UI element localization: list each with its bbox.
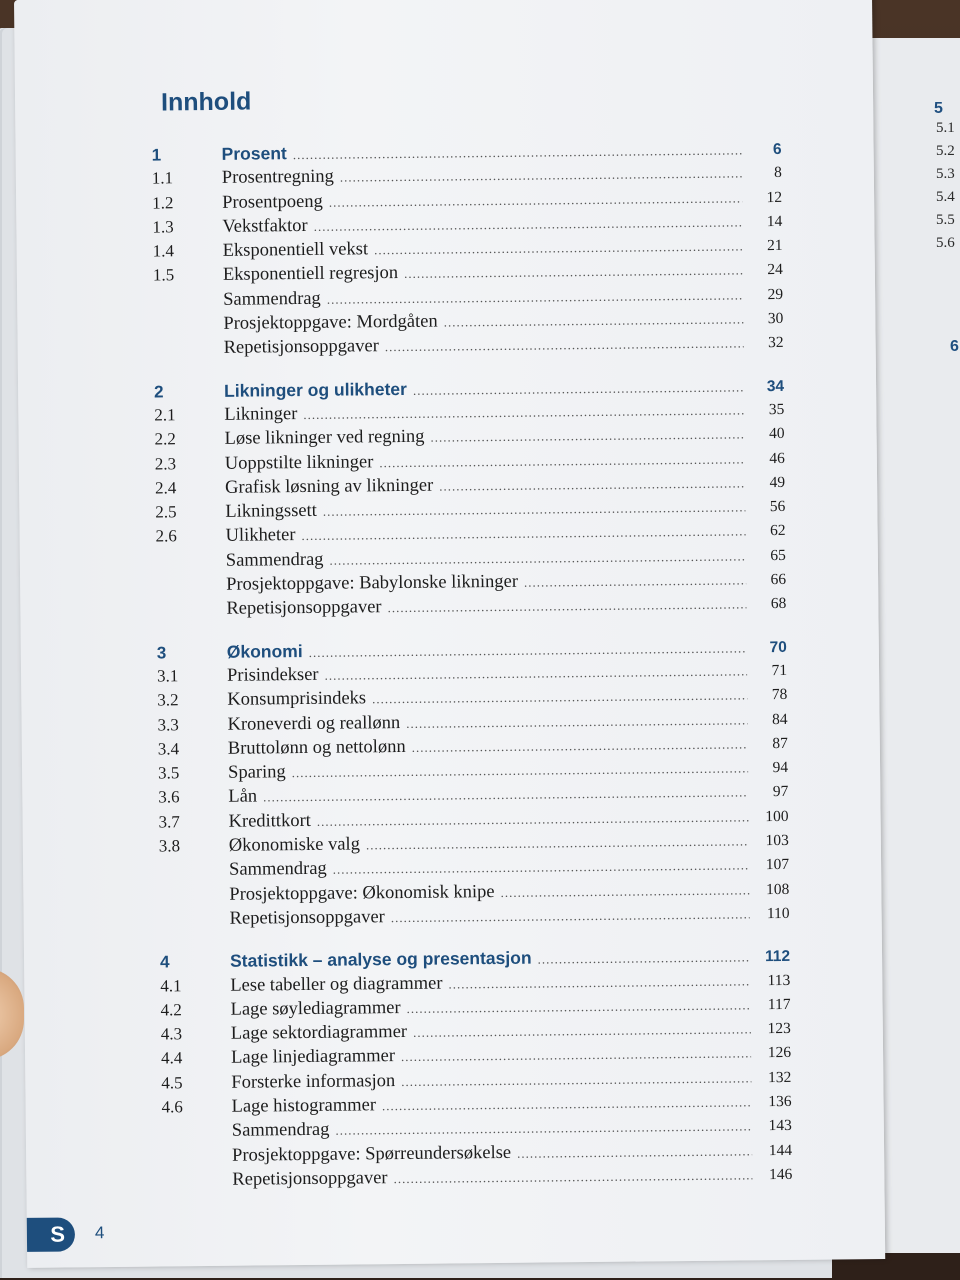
section-number: 3.7 — [158, 812, 180, 832]
section-row — [160, 903, 790, 934]
chapter-number: 2 — [154, 382, 164, 402]
leader-dots — [500, 882, 749, 901]
chapter-page: 34 — [766, 377, 785, 395]
chapter-title: Økonomi — [226, 640, 303, 662]
section-number: 2.3 — [154, 453, 177, 474]
table-of-contents — [152, 138, 793, 1213]
leader-dots — [517, 1143, 752, 1161]
section-number: 1.2 — [152, 192, 174, 213]
section-page: 126 — [767, 1044, 792, 1062]
right-page-section-number: 5.5 — [936, 212, 955, 228]
leader-dots — [413, 379, 744, 398]
leader-dots — [309, 640, 747, 661]
section-page: 103 — [765, 831, 789, 850]
leader-dots — [382, 1094, 752, 1114]
section-page: 8 — [774, 164, 782, 182]
page-title: Innhold — [160, 87, 252, 117]
section-title: Repetisjonsoppgaver — [226, 597, 382, 620]
section-number — [160, 924, 230, 925]
chapter-page: 6 — [772, 140, 782, 159]
section-page: 12 — [766, 188, 783, 206]
leader-dots — [444, 311, 744, 330]
leader-dots — [263, 785, 748, 806]
leader-dots — [329, 548, 746, 568]
section-page: 117 — [767, 995, 791, 1013]
section-row — [154, 332, 784, 363]
leader-dots — [401, 1070, 751, 1090]
section-title: Prosjektoppgave: Økonomisk knipe — [229, 881, 495, 905]
leader-dots — [524, 572, 746, 590]
section-number: 4.3 — [160, 1024, 183, 1044]
leader-dots — [379, 451, 745, 471]
section-number: 3.3 — [157, 714, 179, 735]
leader-dots — [372, 688, 747, 708]
leader-dots — [448, 973, 750, 992]
leader-dots — [327, 287, 744, 307]
section-page: 100 — [765, 807, 789, 825]
section-title: Eksponentiell regresjon — [222, 263, 399, 286]
section-number: 4.2 — [160, 1000, 182, 1020]
section-number: 4.5 — [161, 1072, 183, 1093]
section-number: 3.8 — [158, 836, 181, 856]
chapter-block — [154, 375, 787, 625]
right-page-section-number: 5.1 — [936, 120, 955, 136]
section-title: Sammendrag — [225, 549, 324, 571]
leader-dots — [391, 906, 750, 926]
chapter-number: 4 — [159, 952, 170, 972]
leader-dots — [387, 597, 746, 617]
section-number: 3.5 — [158, 763, 180, 783]
section-number — [156, 614, 226, 615]
section-page: 24 — [767, 261, 783, 279]
page-number: 4 — [94, 1223, 105, 1243]
section-title: Prosentpoeng — [222, 191, 323, 213]
section-number — [154, 353, 224, 354]
leader-dots — [366, 833, 749, 853]
section-number: 3.4 — [157, 739, 180, 759]
section-title: Repetisjonsoppgaver — [232, 1168, 388, 1190]
section-page: 123 — [767, 1020, 791, 1038]
section-page: 29 — [767, 285, 784, 303]
chapter-title: Prosent — [221, 143, 287, 164]
section-row — [156, 593, 786, 624]
section-title: Prosjektoppgave: Babylonske likninger — [226, 571, 519, 595]
section-number: 2.1 — [154, 405, 176, 425]
leader-dots — [538, 950, 751, 968]
section-page: 14 — [766, 212, 783, 231]
section-number: 4.6 — [161, 1097, 183, 1117]
leader-dots — [413, 1021, 751, 1041]
section-number: 4.1 — [160, 975, 182, 996]
section-page: 107 — [765, 856, 790, 874]
section-number — [159, 899, 229, 900]
section-number: 1.1 — [151, 168, 174, 188]
section-page: 62 — [770, 522, 786, 540]
leader-dots — [439, 475, 745, 494]
section-number: 1.4 — [152, 241, 174, 261]
section-title: Økonomiske valg — [228, 834, 360, 856]
section-page: 49 — [769, 473, 786, 491]
section-number: 1.3 — [152, 217, 174, 237]
section-page: 97 — [772, 783, 789, 801]
leader-dots — [333, 858, 750, 878]
section-number: 1.5 — [152, 265, 175, 286]
leader-dots — [385, 336, 744, 356]
section-page: 110 — [766, 904, 790, 923]
chapter-page: 112 — [764, 948, 791, 966]
section-number — [156, 566, 226, 567]
right-page-section-number: 5.6 — [936, 235, 955, 251]
section-title: Lage søylediagrammer — [230, 997, 401, 1020]
section-page: 87 — [772, 734, 788, 752]
section-page: 144 — [768, 1141, 793, 1159]
chapter-block — [157, 636, 790, 934]
leader-dots — [406, 712, 748, 732]
leader-dots — [340, 166, 742, 186]
right-page-section-number: 5.2 — [936, 143, 955, 159]
chapter-page: 70 — [769, 638, 787, 656]
leader-dots — [293, 142, 742, 163]
section-page: 30 — [767, 310, 784, 328]
section-title: Repetisjonsoppgaver — [229, 907, 385, 929]
section-page: 35 — [768, 400, 785, 419]
chapter-block — [160, 945, 793, 1195]
section-number — [153, 329, 223, 330]
section-title: Løse likninger ved regning — [224, 426, 425, 450]
section-number — [162, 1185, 232, 1186]
section-number: 2.5 — [155, 502, 177, 522]
section-title: Prisindekser — [226, 664, 319, 686]
section-title: Uoppstilte likninger — [224, 451, 374, 474]
section-number — [159, 875, 229, 876]
leader-dots — [412, 736, 748, 756]
section-title: Prosjektoppgave: Spørreundersøkelse — [232, 1142, 512, 1166]
section-title: Sammendrag — [223, 288, 321, 310]
right-page-chapter-heading-2: 6 — [950, 338, 959, 355]
section-title: Konsumprisindeks — [227, 688, 367, 711]
leader-dots — [374, 239, 743, 259]
section-page: 71 — [771, 661, 788, 680]
section-number: 3.2 — [157, 690, 179, 710]
section-page: 66 — [770, 570, 787, 589]
section-number — [162, 1136, 232, 1137]
section-title: Sparing — [228, 762, 286, 783]
leader-dots — [430, 427, 744, 446]
leader-dots — [317, 809, 749, 830]
leader-dots — [314, 214, 743, 234]
section-title: Lån — [228, 786, 258, 808]
chapter-title: Statistikk – analyse og presentasjon — [229, 947, 532, 971]
leader-dots — [401, 1046, 751, 1066]
section-page: 56 — [769, 498, 786, 516]
section-title: Likninger — [224, 404, 298, 425]
section-title: Eksponentiell vekst — [222, 239, 369, 262]
section-title: Kroneverdi og reallønn — [227, 712, 401, 735]
section-number: 2.2 — [154, 429, 176, 449]
section-number — [156, 590, 226, 591]
section-page: 40 — [768, 425, 785, 443]
leader-dots — [323, 500, 746, 520]
section-title: Likningssett — [225, 501, 317, 522]
leader-dots — [404, 263, 743, 283]
leader-dots — [407, 997, 751, 1017]
section-number — [153, 305, 223, 306]
leader-dots — [292, 760, 749, 781]
section-page: 21 — [767, 237, 783, 255]
section-title: Forsterke informasjon — [231, 1070, 396, 1093]
section-page: 46 — [769, 449, 785, 467]
section-page: 84 — [771, 710, 788, 728]
section-page: 78 — [771, 686, 788, 704]
section-row — [162, 1164, 792, 1195]
section-title: Lage linjediagrammer — [230, 1046, 396, 1069]
right-page-chapter-heading: 5 — [934, 100, 943, 117]
section-title: Lage sektordiagrammer — [230, 1022, 408, 1044]
section-number: 3.6 — [158, 787, 180, 807]
section-page: 113 — [767, 971, 791, 989]
section-badge: S — [27, 1217, 75, 1252]
leader-dots — [324, 663, 747, 683]
section-number: 3.1 — [156, 666, 179, 686]
section-title: Prosjektoppgave: Mordgåten — [223, 311, 438, 334]
section-page: 132 — [767, 1068, 792, 1086]
chapter-title: Likninger og ulikheter — [223, 378, 408, 401]
section-title: Ulikheter — [225, 525, 296, 547]
section-title: Prosentregning — [221, 166, 334, 189]
section-page: 65 — [770, 546, 786, 564]
leader-dots — [335, 1119, 752, 1139]
section-title: Lese tabeller og diagrammer — [230, 973, 443, 996]
chapter-number: 3 — [156, 643, 167, 663]
section-number: 2.4 — [155, 478, 177, 498]
section-title: Sammendrag — [229, 859, 327, 881]
leader-dots — [329, 190, 742, 210]
section-title: Grafisk løsning av likninger — [225, 475, 434, 498]
leader-dots — [303, 402, 744, 423]
right-page-section-list — [936, 120, 955, 258]
section-title: Vekstfaktor — [222, 215, 308, 237]
section-page: 68 — [770, 595, 787, 613]
section-page: 94 — [772, 759, 789, 777]
section-page: 143 — [768, 1117, 792, 1135]
section-title: Sammendrag — [231, 1120, 330, 1142]
section-title: Kredittkort — [228, 810, 311, 832]
section-number — [162, 1160, 232, 1161]
section-number: 4.4 — [160, 1048, 183, 1068]
book-page — [14, 0, 885, 1268]
section-page: 136 — [768, 1092, 792, 1111]
right-page-section-number: 5.3 — [936, 166, 955, 182]
section-number: 2.6 — [155, 526, 177, 546]
leader-dots — [301, 524, 745, 545]
section-title: Bruttolønn og nettolønn — [227, 736, 406, 759]
chapter-number: 1 — [151, 145, 162, 165]
section-page: 146 — [769, 1165, 793, 1184]
right-page-section-number: 5.4 — [936, 189, 955, 205]
section-page: 108 — [766, 880, 790, 898]
section-page: 32 — [768, 334, 784, 352]
chapter-block — [152, 138, 784, 363]
leader-dots — [393, 1167, 752, 1187]
section-title: Lage histogrammer — [231, 1095, 377, 1117]
section-title: Repetisjonsoppgaver — [223, 336, 379, 359]
